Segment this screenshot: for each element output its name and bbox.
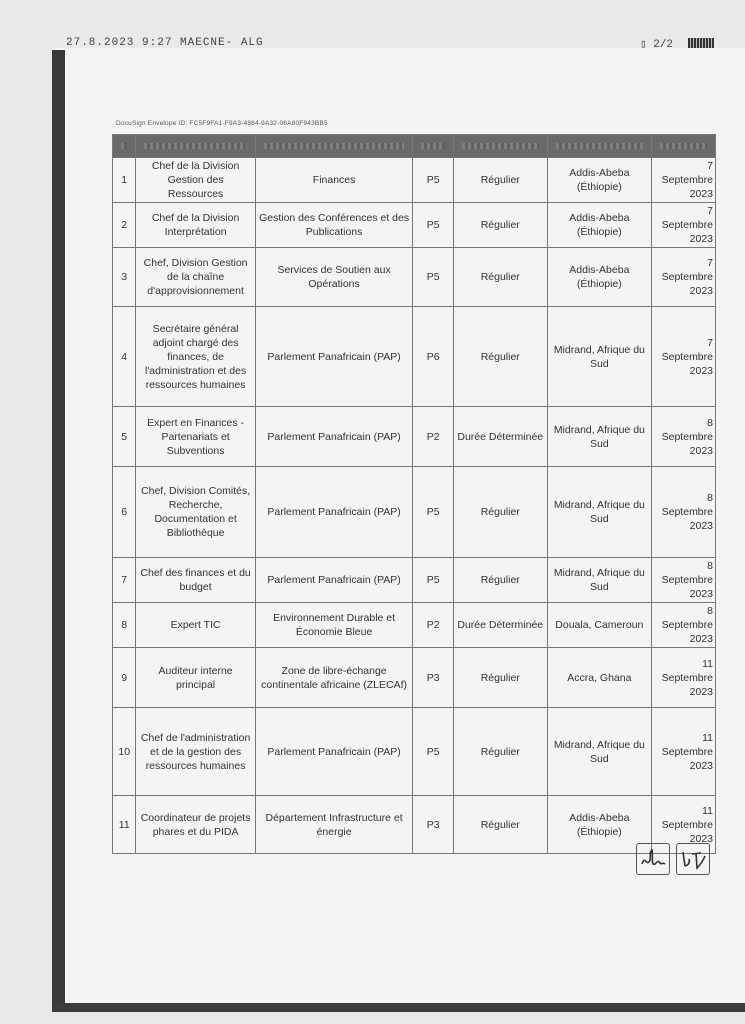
table-row xyxy=(113,407,716,467)
grade: P6 xyxy=(413,307,453,407)
initials-signature-1 xyxy=(636,843,670,875)
deadline: 8 Septembre 2023 xyxy=(652,603,716,648)
header-cell xyxy=(547,135,651,158)
deadline: 7 Septembre 2023 xyxy=(652,158,716,203)
docusign-envelope-id: DocuSign Envelope ID: FC5F9FA1-F9A3-4884-9A32-06A80F943BB5 xyxy=(116,120,328,127)
grade: P5 xyxy=(413,248,453,307)
row-number: 5 xyxy=(113,407,136,467)
contract-type: Régulier xyxy=(453,648,547,708)
grade: P5 xyxy=(413,708,453,796)
grade: P5 xyxy=(413,467,453,558)
deadline: 11 Septembre 2023 xyxy=(652,708,716,796)
table-row xyxy=(113,558,716,603)
header-cell xyxy=(113,135,136,158)
post-title: Chef, Division Comités, Recherche, Documentation et Bibliothèque xyxy=(136,467,255,558)
deadline: 7 Septembre 2023 xyxy=(652,203,716,248)
grade: P2 xyxy=(413,407,453,467)
table-row xyxy=(113,708,716,796)
row-number: 9 xyxy=(113,648,136,708)
contract-type: Régulier xyxy=(453,467,547,558)
row-number: 1 xyxy=(113,158,136,203)
deadline: 7 Septembre 2023 xyxy=(652,248,716,307)
duty-station: Addis-Abeba (Éthiopie) xyxy=(547,796,651,854)
deadline: 8 Septembre 2023 xyxy=(652,467,716,558)
fax-barcode xyxy=(688,38,714,48)
contract-type: Durée Déterminée xyxy=(453,603,547,648)
row-number: 11 xyxy=(113,796,136,854)
contract-type: Régulier xyxy=(453,203,547,248)
duty-station: Douala, Cameroun xyxy=(547,603,651,648)
scan-bottom-edge xyxy=(52,1003,745,1012)
grade: P5 xyxy=(413,158,453,203)
grade: P3 xyxy=(413,796,453,854)
duty-station: Addis-Abeba (Éthiopie) xyxy=(547,248,651,307)
deadline: 11 Septembre 2023 xyxy=(652,648,716,708)
contract-type: Régulier xyxy=(453,158,547,203)
table-row xyxy=(113,307,716,407)
grade: P3 xyxy=(413,648,453,708)
department: Parlement Panafricain (PAP) xyxy=(255,467,413,558)
fax-header: 27.8.2023 9:27 MAECNE- ALG xyxy=(66,37,264,49)
header-cell xyxy=(136,135,255,158)
post-title: Chef des finances et du budget xyxy=(136,558,255,603)
department: Parlement Panafricain (PAP) xyxy=(255,558,413,603)
duty-station: Accra, Ghana xyxy=(547,648,651,708)
department: Services de Soutien aux Opérations xyxy=(255,248,413,307)
table-row xyxy=(113,248,716,307)
row-number: 10 xyxy=(113,708,136,796)
department: Parlement Panafricain (PAP) xyxy=(255,407,413,467)
duty-station: Midrand, Afrique du Sud xyxy=(547,407,651,467)
header-cell xyxy=(453,135,547,158)
row-number: 8 xyxy=(113,603,136,648)
table-header-row xyxy=(113,135,716,158)
table-row xyxy=(113,203,716,248)
scan-left-edge xyxy=(52,50,65,1010)
header-cell xyxy=(413,135,453,158)
post-title: Chef de l'administration et de la gestion des ressources humaines xyxy=(136,708,255,796)
duty-station: Midrand, Afrique du Sud xyxy=(547,558,651,603)
deadline: 8 Septembre 2023 xyxy=(652,558,716,603)
contract-type: Régulier xyxy=(453,307,547,407)
table-row xyxy=(113,467,716,558)
department: Parlement Panafricain (PAP) xyxy=(255,307,413,407)
row-number: 4 xyxy=(113,307,136,407)
post-title: Auditeur interne principal xyxy=(136,648,255,708)
table-row xyxy=(113,796,716,854)
grade: P5 xyxy=(413,203,453,248)
contract-type: Régulier xyxy=(453,558,547,603)
department: Département Infrastructure et énergie xyxy=(255,796,413,854)
table-row xyxy=(113,158,716,203)
deadline: 7 Septembre 2023 xyxy=(652,307,716,407)
table-row xyxy=(113,603,716,648)
row-number: 2 xyxy=(113,203,136,248)
fax-page-number: ▯ 2/2 xyxy=(640,39,674,51)
initials-signature-2 xyxy=(676,843,710,875)
deadline: 8 Septembre 2023 xyxy=(652,407,716,467)
vacancies-table xyxy=(112,134,716,854)
contract-type: Régulier xyxy=(453,708,547,796)
department: Gestion des Conférences et des Publications xyxy=(255,203,413,248)
duty-station: Addis-Abeba (Éthiopie) xyxy=(547,158,651,203)
duty-station: Midrand, Afrique du Sud xyxy=(547,307,651,407)
department: Environnement Durable et Économie Bleue xyxy=(255,603,413,648)
row-number: 6 xyxy=(113,467,136,558)
grade: P5 xyxy=(413,558,453,603)
row-number: 7 xyxy=(113,558,136,603)
post-title: Expert TIC xyxy=(136,603,255,648)
post-title: Coordinateur de projets phares et du PIDA xyxy=(136,796,255,854)
post-title: Expert en Finances - Partenariats et Subventions xyxy=(136,407,255,467)
post-title: Chef de la Division Interprétation xyxy=(136,203,255,248)
post-title: Chef, Division Gestion de la chaîne d'approvisionnement xyxy=(136,248,255,307)
contract-type: Régulier xyxy=(453,796,547,854)
duty-station: Midrand, Afrique du Sud xyxy=(547,708,651,796)
grade: P2 xyxy=(413,603,453,648)
post-title: Secrétaire général adjoint chargé des finances, de l'administration et des ressources humaines xyxy=(136,307,255,407)
header-cell xyxy=(652,135,716,158)
deadline: 11 Septembre 2023 xyxy=(652,796,716,854)
contract-type: Durée Déterminée xyxy=(453,407,547,467)
row-number: 3 xyxy=(113,248,136,307)
department: Zone de libre-échange continentale africaine (ZLECAf) xyxy=(255,648,413,708)
contract-type: Régulier xyxy=(453,248,547,307)
duty-station: Addis-Abeba (Éthiopie) xyxy=(547,203,651,248)
table-row xyxy=(113,648,716,708)
department: Finances xyxy=(255,158,413,203)
post-title: Chef de la Division Gestion des Ressources xyxy=(136,158,255,203)
department: Parlement Panafricain (PAP) xyxy=(255,708,413,796)
duty-station: Midrand, Afrique du Sud xyxy=(547,467,651,558)
header-cell xyxy=(255,135,413,158)
